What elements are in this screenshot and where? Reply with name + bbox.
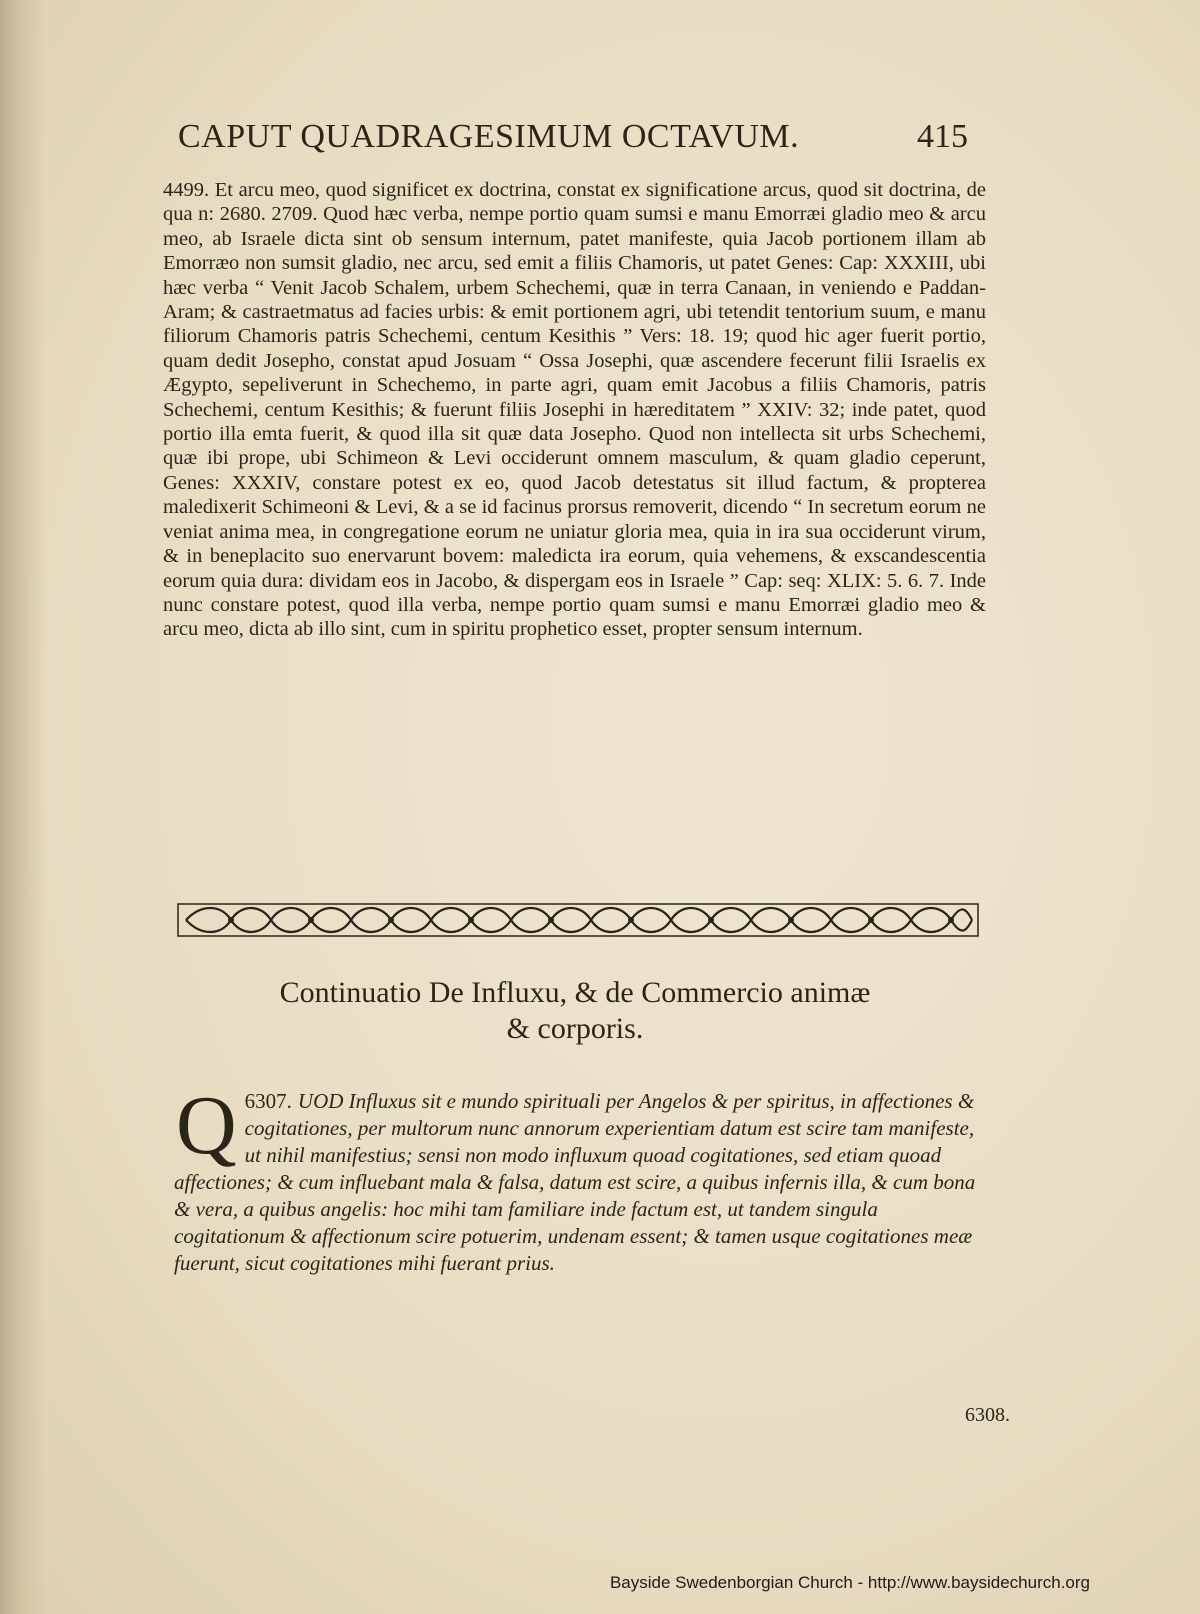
section-heading [150,975,1000,1047]
page-binding-shadow [0,0,46,1614]
source-footer: Bayside Swedenborgian Church - http://www.baysidechurch.org [609,1573,1090,1592]
paragraph-number: 4499. [163,179,210,201]
drop-cap: Q [176,1079,237,1172]
section-heading-line2: & corporis. [506,1012,644,1045]
paragraph-text: Et arcu meo, quod significet ex doctrina, constat ex significatione arcus, quod sit doctrina, de qua n: 2680. 2709. Quod hæc verba, nempe portio quam sumsi e manu Emorræi gladio meo & arcu meo, ab Israele dicta sint ob sensum internum, patet manifeste, quia Jacob portionem illam ab Emorræo non sumsit gladio, nec arcu, sed emit a filiis Chamoris, ut patet Genes: Cap: XXXIII, ubi hæc verba “ Venit Jacob Schalem, urbem Schechemi, quæ in terra Canaan, in veniendo e Paddan-Aram; & castraetmatus ad facies urbis: & emit portionem agri, ubi tetendit tentorium suum, e manu filiorum Chamoris patris Schechemi, centum Kesithis ” Vers: 18. 19; quod hic ager fuerit portio, quam dedit Josepho, constat apud Josuam “ Ossa Josephi, quæ ascendere fecerunt filii Israelis ex Ægypto, sepeliverunt in Schechemo, in parte agri, quam emit Jacobus a filiis Chamoris, patris Schechemi, centum Kesithis; & fuerunt filiis Josephi in hæreditatem ” XXIV: 32; inde patet, quod portio illa emta fuerit, & quod illa sit quæ data Josepho. Quod non intellecta sit urbs Schechemi, quæ ibi prope, ubi Schimeon & Levi occiderunt omnem masculum, & quam gladio ceperunt, Genes: XXXIV, constare potest ex eo, quod Jacob detestatus sit illud factum, & propterea maledixerit Schimeoni & Levi, & a se id facinus prorsus removerit, dicendo “ In secretum eorum ne veniat anima mea, in congregatione eorum ne uniatur gloria mea, quia in ira sua occiderunt virum, & in beneplacito suo enervarunt bovem: maledicta ira eorum, quia vehemens, & exscandescentia eorum quia dura: dividam eos in Jacobo, & dispergam eos in Israele ” Cap: seq: XLIX: 5. 6. 7. Inde nunc constare potest, quod illa verba, nempe portio quam sumsi e manu Emorræi gladio meo & arcu meo, dicta ab illo sint, cum in spiritu prophetico esset, propter sensum internum. [163,179,987,641]
catchword: 6308. [965,1404,1010,1426]
page-number: 415 [917,118,968,155]
running-header [178,118,978,166]
paragraph-text: UOD Influxus sit e mundo spirituali per Angelos & per spiritus, in affectiones & cogitationes, per multorum nunc annorum experientiam datum est scire tam manifeste, ut nihil manifestius; sensi non modo influxum quoad cogitationes, sed etiam quoad affectiones; & cum influebant mala & falsa, datum est scire, a quibus infernis illa, & cum bona & vera, a quibus angelis: hoc mihi tam familiare inde factum est, ut tandem singula cogitationum & affectionum scire potuerim, undenam essent; & tamen usque cogitationes meæ fuerunt, sicut cogitationes mihi fuerant prius. [174,1089,976,1275]
decorative-ornament-band [176,900,980,940]
paragraph-4499 [163,178,986,642]
paragraph-number: 6307. [244,1089,292,1113]
chapter-title: CAPUT QUADRAGESIMUM OCTAVUM. [178,118,800,155]
paragraph-6307 [174,1079,982,1277]
section-heading-line1: Continuatio De Influxu, & de Commercio animæ [279,976,871,1009]
